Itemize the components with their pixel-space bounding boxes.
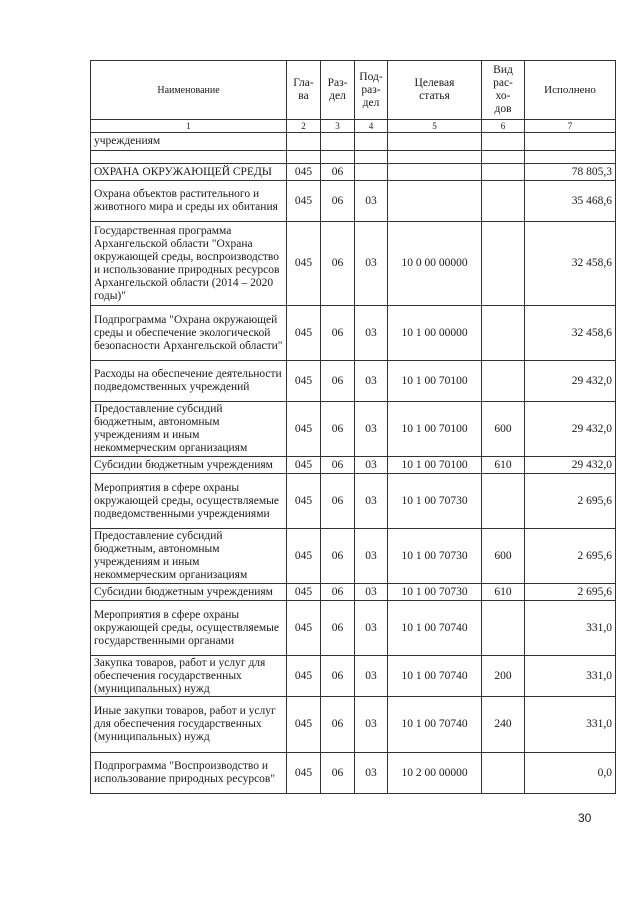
row-razdel: 06 — [321, 656, 355, 697]
row-name: ОХРАНА ОКРУЖАЮЩЕЙ СРЕДЫ — [91, 164, 287, 181]
row-name: Мероприятия в сфере охраны окружающей среды, осуществляемые подведомственными учреждениями — [91, 474, 287, 529]
row-amount: 331,0 — [525, 656, 616, 697]
row-name: учреждениям — [91, 133, 287, 151]
row-amount: 331,0 — [525, 697, 616, 753]
table-row — [91, 181, 616, 222]
row-amount: 35 468,6 — [525, 181, 616, 222]
row-razdel: 06 — [321, 306, 355, 361]
row-amount: 2 695,6 — [525, 584, 616, 601]
row-podrazdel: 03 — [355, 361, 388, 402]
row-glava: 045 — [287, 474, 321, 529]
column-number: 2 — [287, 120, 321, 133]
table-row — [91, 306, 616, 361]
page-number: 30 — [578, 811, 592, 825]
row-expense-type — [482, 164, 525, 181]
row-expense-type: 600 — [482, 529, 525, 584]
row-podrazdel: 03 — [355, 181, 388, 222]
row-razdel: 06 — [321, 222, 355, 306]
row-target-article — [388, 151, 482, 164]
row-glava: 045 — [287, 222, 321, 306]
row-target-article: 10 1 00 70100 — [388, 361, 482, 402]
table-row — [91, 656, 616, 697]
row-name: Закупка товаров, работ и услуг для обеспечения государственных (муниципальных) нужд — [91, 656, 287, 697]
row-amount: 29 432,0 — [525, 361, 616, 402]
row-amount: 29 432,0 — [525, 457, 616, 474]
row-glava: 045 — [287, 457, 321, 474]
table-row — [91, 402, 616, 457]
row-podrazdel: 03 — [355, 529, 388, 584]
row-expense-type — [482, 753, 525, 794]
row-target-article — [388, 164, 482, 181]
row-amount: 29 432,0 — [525, 402, 616, 457]
row-razdel: 06 — [321, 697, 355, 753]
row-target-article: 10 2 00 00000 — [388, 753, 482, 794]
column-number: 5 — [388, 120, 482, 133]
table-body — [91, 133, 616, 794]
row-glava: 045 — [287, 306, 321, 361]
row-name: Государственная программа Архангельской области "Охрана окружающей среды, воспроизводство и использование природных ресурсов Архангельской области (2014 – 2020 годы)" — [91, 222, 287, 306]
row-expense-type: 200 — [482, 656, 525, 697]
row-razdel: 06 — [321, 474, 355, 529]
row-amount: 32 458,6 — [525, 222, 616, 306]
row-podrazdel: 03 — [355, 753, 388, 794]
row-razdel: 06 — [321, 181, 355, 222]
row-amount: 331,0 — [525, 601, 616, 656]
row-podrazdel: 03 — [355, 656, 388, 697]
row-target-article: 10 1 00 70100 — [388, 402, 482, 457]
table-row — [91, 584, 616, 601]
row-razdel: 06 — [321, 753, 355, 794]
row-target-article: 10 1 00 70100 — [388, 457, 482, 474]
row-glava: 045 — [287, 402, 321, 457]
row-glava: 045 — [287, 753, 321, 794]
table-row — [91, 601, 616, 656]
row-target-article: 10 1 00 70740 — [388, 656, 482, 697]
row-razdel: 06 — [321, 361, 355, 402]
table-row — [91, 697, 616, 753]
row-razdel: 06 — [321, 457, 355, 474]
column-number: 1 — [91, 120, 287, 133]
row-target-article: 10 1 00 70730 — [388, 584, 482, 601]
row-amount — [525, 151, 616, 164]
row-name: Предоставление субсидий бюджетным, автономным учреждениям и иным некоммерческим организациям — [91, 402, 287, 457]
row-podrazdel: 03 — [355, 222, 388, 306]
row-razdel: 06 — [321, 402, 355, 457]
row-name: Расходы на обеспечение деятельности подведомственных учреждений — [91, 361, 287, 402]
row-expense-type — [482, 133, 525, 151]
row-podrazdel — [355, 151, 388, 164]
row-razdel: 06 — [321, 164, 355, 181]
row-razdel: 06 — [321, 529, 355, 584]
row-amount: 32 458,6 — [525, 306, 616, 361]
header-target: Целевая статья — [388, 61, 482, 120]
row-glava: 045 — [287, 181, 321, 222]
row-expense-type: 240 — [482, 697, 525, 753]
row-amount: 0,0 — [525, 753, 616, 794]
row-glava — [287, 151, 321, 164]
table-row — [91, 133, 616, 151]
row-expense-type — [482, 306, 525, 361]
column-number: 4 — [355, 120, 388, 133]
row-target-article: 10 1 00 70730 — [388, 529, 482, 584]
row-expense-type — [482, 222, 525, 306]
header-name: Наименование — [91, 61, 287, 120]
table-row — [91, 164, 616, 181]
header-glava: Гла- ва — [287, 61, 321, 120]
row-name: Подпрограмма "Воспроизводство и использование природных ресурсов" — [91, 753, 287, 794]
row-glava: 045 — [287, 584, 321, 601]
table-row — [91, 529, 616, 584]
row-name: Охрана объектов растительного и животного мира и среды их обитания — [91, 181, 287, 222]
row-expense-type: 600 — [482, 402, 525, 457]
table-row — [91, 753, 616, 794]
row-glava: 045 — [287, 361, 321, 402]
row-glava: 045 — [287, 656, 321, 697]
row-expense-type — [482, 361, 525, 402]
column-number-row — [91, 120, 616, 133]
header-razdel: Раз- дел — [321, 61, 355, 120]
row-podrazdel: 03 — [355, 584, 388, 601]
row-amount: 78 805,3 — [525, 164, 616, 181]
table-row — [91, 474, 616, 529]
row-amount — [525, 133, 616, 151]
row-glava — [287, 133, 321, 151]
row-podrazdel: 03 — [355, 402, 388, 457]
row-name: Субсидии бюджетным учреждениям — [91, 584, 287, 601]
table-row — [91, 361, 616, 402]
row-glava: 045 — [287, 164, 321, 181]
row-podrazdel: 03 — [355, 306, 388, 361]
row-podrazdel: 03 — [355, 457, 388, 474]
row-expense-type — [482, 601, 525, 656]
table-header-row — [91, 61, 616, 120]
row-razdel: 06 — [321, 584, 355, 601]
header-executed: Исполнено — [525, 61, 616, 120]
row-expense-type — [482, 151, 525, 164]
header-vid: Вид рас- хо- дов — [482, 61, 525, 120]
row-amount: 2 695,6 — [525, 529, 616, 584]
row-glava: 045 — [287, 697, 321, 753]
row-target-article: 10 1 00 70730 — [388, 474, 482, 529]
table-row — [91, 222, 616, 306]
column-number: 7 — [525, 120, 616, 133]
row-target-article: 10 1 00 70740 — [388, 697, 482, 753]
budget-table — [90, 60, 616, 794]
row-podrazdel: 03 — [355, 601, 388, 656]
row-name — [91, 151, 287, 164]
table-row — [91, 151, 616, 164]
row-glava: 045 — [287, 601, 321, 656]
table-row — [91, 457, 616, 474]
row-glava: 045 — [287, 529, 321, 584]
row-name: Субсидии бюджетным учреждениям — [91, 457, 287, 474]
header-podrazdel: Под- раз- дел — [355, 61, 388, 120]
row-target-article — [388, 133, 482, 151]
row-name: Предоставление субсидий бюджетным, автономным учреждениям и иным некоммерческим организациям — [91, 529, 287, 584]
row-razdel — [321, 133, 355, 151]
row-target-article — [388, 181, 482, 222]
row-podrazdel — [355, 133, 388, 151]
row-podrazdel: 03 — [355, 697, 388, 753]
row-amount: 2 695,6 — [525, 474, 616, 529]
row-expense-type: 610 — [482, 584, 525, 601]
row-expense-type — [482, 181, 525, 222]
row-podrazdel — [355, 164, 388, 181]
row-podrazdel: 03 — [355, 474, 388, 529]
row-razdel: 06 — [321, 601, 355, 656]
row-expense-type — [482, 474, 525, 529]
row-target-article: 10 1 00 00000 — [388, 306, 482, 361]
row-name: Подпрограмма "Охрана окружающей среды и обеспечение экологической безопасности Архангельской области" — [91, 306, 287, 361]
column-number: 6 — [482, 120, 525, 133]
row-razdel — [321, 151, 355, 164]
row-target-article: 10 1 00 70740 — [388, 601, 482, 656]
row-target-article: 10 0 00 00000 — [388, 222, 482, 306]
row-name: Мероприятия в сфере охраны окружающей среды, осуществляемые государственными органами — [91, 601, 287, 656]
row-expense-type: 610 — [482, 457, 525, 474]
column-number: 3 — [321, 120, 355, 133]
row-name: Иные закупки товаров, работ и услуг для обеспечения государственных (муниципальных) нужд — [91, 697, 287, 753]
